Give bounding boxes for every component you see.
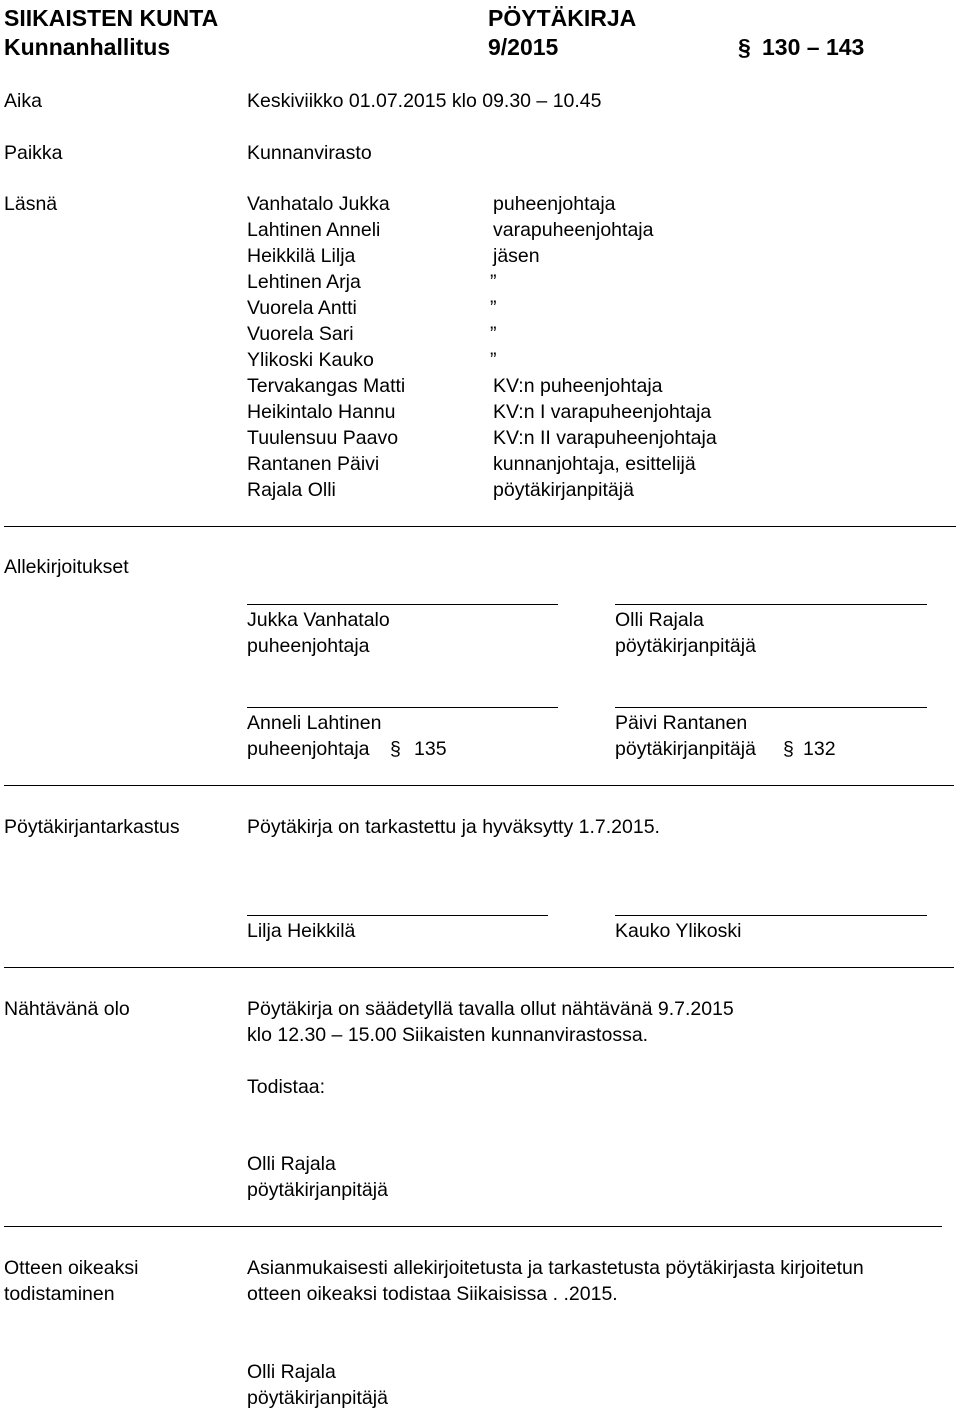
attendee-role: kunnanjohtaja, esittelijä — [493, 453, 696, 475]
place-value: Kunnanvirasto — [247, 142, 372, 164]
place-label: Paikka — [4, 142, 63, 164]
attendee-role: ” — [490, 297, 497, 319]
attendee-name: Vuorela Antti — [247, 297, 357, 319]
section-number: 132 — [803, 738, 836, 760]
section-divider — [4, 1226, 942, 1227]
time-label: Aika — [4, 90, 42, 112]
signatures-label: Allekirjoitukset — [4, 556, 129, 578]
review-label: Pöytäkirjantarkastus — [4, 816, 180, 838]
attendee-name: Rantanen Päivi — [247, 453, 380, 475]
attendee-name: Lahtinen Anneli — [247, 219, 381, 241]
certified-text-line2: otteen oikeaksi todistaa Siikaisissa . .2015. — [247, 1283, 618, 1305]
attendee-name: Tuulensuu Paavo — [247, 427, 399, 449]
attest-label: Todistaa: — [247, 1076, 326, 1098]
attendee-name: Vuorela Sari — [247, 323, 354, 345]
signature-line — [615, 604, 927, 605]
section-marker: § — [738, 34, 751, 60]
attendee-name: Tervakangas Matti — [247, 375, 406, 397]
attendee-role: pöytäkirjanpitäjä — [493, 479, 634, 501]
attester-role: pöytäkirjanpitäjä — [247, 1179, 388, 1201]
reviewer-name: Lilja Heikkilä — [247, 920, 356, 942]
section-divider — [4, 967, 954, 968]
section-marker: § — [783, 738, 794, 760]
section-number: 135 — [414, 738, 447, 760]
attendee-role: ” — [490, 349, 497, 371]
signature-line — [247, 707, 558, 708]
meeting-number: 9/2015 — [488, 34, 559, 60]
attester-name: Olli Rajala — [247, 1153, 336, 1175]
attendee-role: varapuheenjohtaja — [493, 219, 654, 241]
signer-name: Olli Rajala — [615, 609, 704, 631]
present-label: Läsnä — [4, 193, 58, 215]
signature-line — [615, 707, 927, 708]
certified-text-line1: Asianmukaisesti allekirjoitetusta ja tarkastetusta pöytäkirjasta kirjoitetun — [247, 1257, 864, 1279]
display-text-line2: klo 12.30 – 15.00 Siikaisten kunnanvirastossa. — [247, 1024, 649, 1046]
section-marker: § — [390, 738, 401, 760]
certifier-name: Olli Rajala — [247, 1361, 336, 1383]
attendee-role: jäsen — [493, 245, 540, 267]
governing-body: Kunnanhallitus — [4, 34, 171, 60]
review-text: Pöytäkirja on tarkastettu ja hyväksytty 1.7.2015. — [247, 816, 660, 838]
time-value: Keskiviikko 01.07.2015 klo 09.30 – 10.45 — [247, 90, 602, 112]
attendee-name: Ylikoski Kauko — [247, 349, 374, 371]
certified-label-line2: todistaminen — [4, 1283, 115, 1305]
section-divider — [4, 785, 954, 786]
signer-role: puheenjohtaja — [247, 635, 370, 657]
attendee-role: ” — [490, 323, 497, 345]
attendee-name: Heikkilä Lilja — [247, 245, 356, 267]
signature-line — [247, 604, 558, 605]
attendee-name: Vanhatalo Jukka — [247, 193, 390, 215]
attendee-name: Heikintalo Hannu — [247, 401, 396, 423]
signer-role: pöytäkirjanpitäjä — [615, 738, 756, 760]
signer-role: pöytäkirjanpitäjä — [615, 635, 756, 657]
signer-name: Anneli Lahtinen — [247, 712, 382, 734]
section-range: 130 – 143 — [762, 34, 865, 60]
signature-line — [247, 915, 548, 916]
document-type: PÖYTÄKIRJA — [488, 5, 637, 31]
reviewer-name: Kauko Ylikoski — [615, 920, 742, 942]
section-divider — [4, 526, 956, 527]
attendee-role: KV:n puheenjohtaja — [493, 375, 663, 397]
signer-name: Jukka Vanhatalo — [247, 609, 390, 631]
signer-role: puheenjohtaja — [247, 738, 370, 760]
attendee-role: ” — [490, 271, 497, 293]
display-label: Nähtävänä olo — [4, 998, 130, 1020]
attendee-name: Rajala Olli — [247, 479, 336, 501]
display-text-line1: Pöytäkirja on säädetyllä tavalla ollut nähtävänä 9.7.2015 — [247, 998, 734, 1020]
signature-line — [615, 915, 927, 916]
attendee-role: KV:n I varapuheenjohtaja — [493, 401, 712, 423]
attendee-name: Lehtinen Arja — [247, 271, 361, 293]
certifier-role: pöytäkirjanpitäjä — [247, 1387, 388, 1409]
signer-name: Päivi Rantanen — [615, 712, 748, 734]
attendee-role: KV:n II varapuheenjohtaja — [493, 427, 717, 449]
municipality-name: SIIKAISTEN KUNTA — [4, 5, 219, 31]
attendee-role: puheenjohtaja — [493, 193, 616, 215]
certified-label-line1: Otteen oikeaksi — [4, 1257, 139, 1279]
